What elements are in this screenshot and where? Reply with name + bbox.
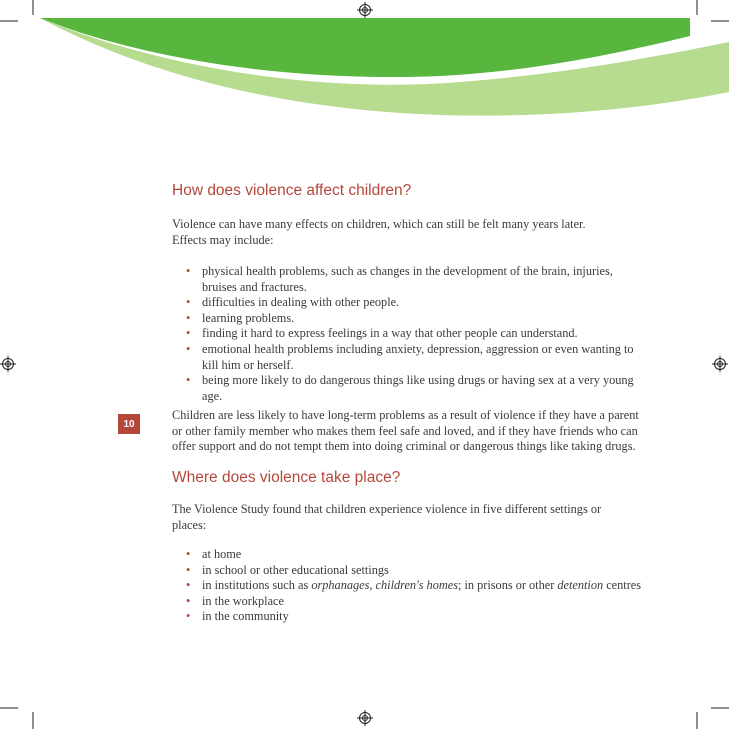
list-item: • in school or other educational settings xyxy=(186,562,389,577)
list-item: • in the workplace xyxy=(186,593,284,608)
list-item: • finding it hard to express feelings in a way that other people can understand. xyxy=(186,326,578,341)
closing-paragraph: Children are less likely to have long-term problems as a result of violence if they have a parent or other family member who makes them feel safe and loved, and if they have friends who can offer support and do not tempt them into doing criminal or dangerous things like taking drugs. xyxy=(172,408,639,454)
registration-mark-left xyxy=(0,356,16,372)
effects-list xyxy=(186,264,641,404)
list-item: • at home xyxy=(186,547,242,561)
intro-line-1: Violence can have many effects on children, which can still be felt many years later. xyxy=(172,217,586,231)
intro-line-2: Effects may include: xyxy=(172,233,274,247)
bullet-icon: • xyxy=(186,373,191,388)
settings-intro: The Violence Study found that children experience violence in five different settings or places: xyxy=(172,502,602,532)
section-heading-settings: Where does violence take place? xyxy=(172,469,401,486)
settings-list xyxy=(186,547,666,625)
list-item: • physical health problems, such as changes in the development of the brain, injuries, bruises and fractures. xyxy=(186,264,613,294)
bullet-icon: • xyxy=(186,326,191,341)
bullet-icon: • xyxy=(186,593,191,608)
section-heading-effects: How does violence affect children? xyxy=(172,182,412,199)
list-item: • in institutions such as orphanages, children's homes; in prisons or other detention centres xyxy=(186,578,642,593)
list-item: • emotional health problems including anxiety, depression, aggression or even wanting to kill him or herself. xyxy=(186,341,634,372)
bullet-icon: • xyxy=(186,341,191,356)
list-item: • difficulties in dealing with other people. xyxy=(186,295,400,310)
registration-mark-bottom xyxy=(357,710,373,726)
list-item: • learning problems. xyxy=(186,310,295,325)
bullet-icon: • xyxy=(186,578,191,593)
bullet-icon: • xyxy=(186,295,191,310)
bullet-icon: • xyxy=(186,609,191,624)
bullet-icon: • xyxy=(186,310,191,325)
bullet-icon: • xyxy=(186,562,191,577)
bullet-icon: • xyxy=(186,264,191,278)
registration-mark-top xyxy=(357,2,373,18)
page-number: 10 xyxy=(118,414,140,434)
bullet-icon: • xyxy=(186,547,191,561)
list-item: • in the community xyxy=(186,609,289,624)
list-item: • being more likely to do dangerous things like using drugs or having sex at a very young age. xyxy=(186,373,634,403)
registration-mark-right xyxy=(712,356,728,372)
